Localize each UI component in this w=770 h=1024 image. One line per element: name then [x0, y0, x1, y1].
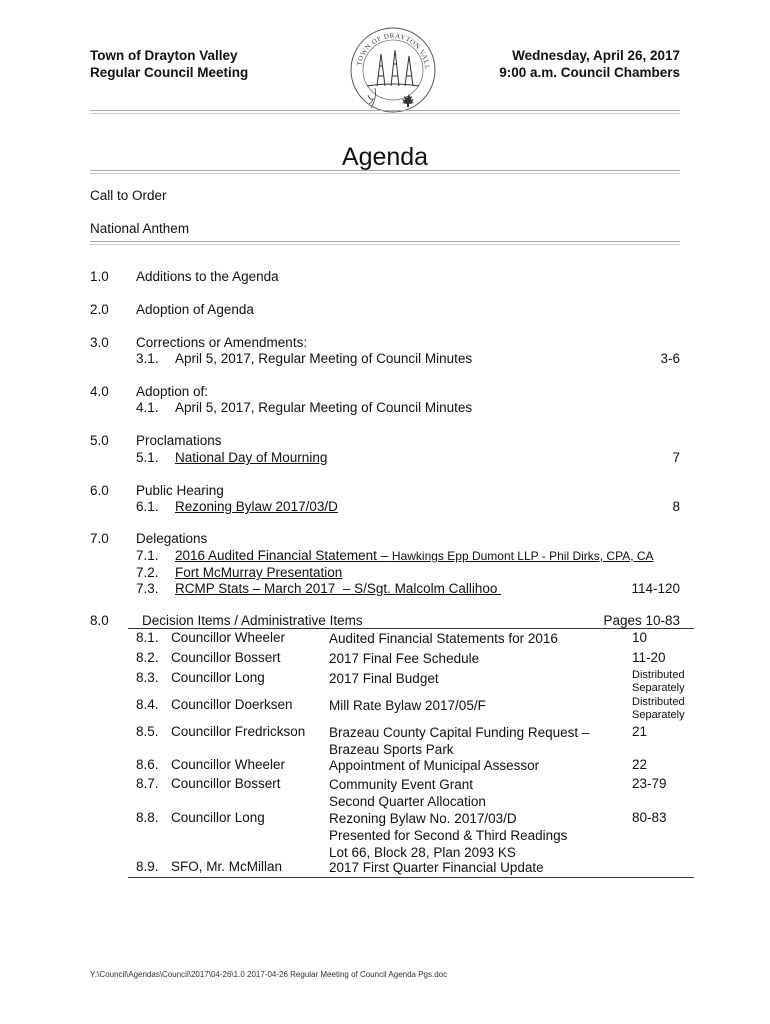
row-topic-line: Brazeau Sports Park: [329, 742, 454, 757]
item-number: 1.0: [90, 269, 109, 284]
row-number: 8.1.: [136, 630, 159, 645]
row-presenter: Councillor Bossert: [171, 650, 281, 665]
row-topic: Mill Rate Bylaw 2017/05/F: [329, 698, 486, 713]
row-number: 8.6.: [136, 757, 159, 772]
item-text: Adoption of:: [136, 384, 209, 399]
item-number: 7.0: [90, 531, 109, 546]
row-topic-line: Presented for Second & Third Readings: [329, 828, 568, 843]
page-ref: 3-6: [660, 351, 680, 366]
row-page: [632, 669, 685, 695]
row-topic: Audited Financial Statements for 2016: [329, 631, 558, 646]
row-page: 10: [632, 630, 648, 645]
sub-number: 7.3.: [136, 581, 159, 596]
file-path-footer: Y:\Council\Agendas\Council\2017\04-26\1.0 2017-04-26 Regular Meeting of Council Agenda Pgs.doc: [90, 970, 448, 979]
item-text: Delegations: [136, 531, 208, 546]
row-page: 23-79: [632, 776, 667, 791]
row-page: [632, 696, 685, 722]
sub-number: 6.1.: [136, 499, 159, 514]
row-page: 80-83: [632, 810, 667, 825]
meeting-type: Regular Council Meeting: [90, 65, 249, 80]
page-ref: 8: [672, 499, 680, 514]
sub-number: 7.1.: [136, 548, 159, 563]
row-topic: [329, 776, 486, 810]
fort-mcmurray-link[interactable]: Fort McMurray Presentation: [175, 565, 343, 580]
row-topic: 2017 Final Budget: [329, 671, 439, 686]
page-ref: Pages 10-83: [603, 613, 680, 628]
row-number: 8.8.: [136, 810, 159, 825]
call-to-order: Call to Order: [90, 188, 167, 203]
item-number: 3.0: [90, 335, 109, 350]
row-topic: Appointment of Municipal Assessor: [329, 758, 540, 773]
item-text: Decision Items / Administrative Items: [142, 613, 363, 628]
row-number: 8.9.: [136, 859, 159, 874]
row-presenter: Councillor Fredrickson: [171, 724, 306, 739]
town-name: Town of Drayton Valley: [90, 48, 238, 63]
row-number: 8.5.: [136, 724, 159, 739]
title-rule: [90, 170, 680, 174]
row-page-line: Distributed: [632, 669, 685, 681]
row-topic-line: Second Quarter Allocation: [329, 794, 486, 809]
row-page: 21: [632, 724, 648, 739]
row-presenter: Councillor Bossert: [171, 776, 281, 791]
row-page-line: Separately: [632, 682, 685, 694]
row-topic-line: Lot 66, Block 28, Plan 2093 KS: [329, 845, 516, 860]
svg-text:TOWN OF DRAYTON VALLEY: [347, 24, 431, 70]
item-text: Adoption of Agenda: [136, 302, 254, 317]
seal-text: TOWN OF DRAYTON VALL: [355, 31, 432, 71]
row-presenter: SFO, Mr. McMillan: [171, 859, 283, 874]
row-presenter: Councillor Long: [171, 810, 265, 825]
item-text: Public Hearing: [136, 483, 224, 498]
row-presenter: Councillor Wheeler: [171, 630, 286, 645]
national-anthem: National Anthem: [90, 221, 190, 236]
row-topic: [329, 810, 567, 861]
item-number: 4.0: [90, 384, 109, 399]
meeting-date: Wednesday, April 26, 2017: [512, 48, 680, 63]
header-right: [499, 47, 680, 81]
row-number: 8.4.: [136, 697, 159, 712]
row-number: 8.2.: [136, 650, 159, 665]
decision-table-bottom-rule: [128, 877, 694, 878]
row-number: 8.7.: [136, 776, 159, 791]
row-topic-line: Community Event Grant: [329, 777, 474, 792]
row-presenter: Councillor Long: [171, 670, 265, 685]
sub-text: April 5, 2017, Regular Meeting of Council Minutes: [175, 400, 473, 415]
national-day-of-mourning-link[interactable]: National Day of Mourning: [175, 450, 328, 465]
delegation-presenter: Hawkings Epp Dumont LLP - Phil Dirks, CPA, CA: [391, 549, 654, 563]
item-text: Additions to the Agenda: [136, 269, 279, 284]
page-ref: 7: [672, 450, 680, 465]
page-ref: 114-120: [631, 581, 680, 596]
item-text: Proclamations: [136, 433, 222, 448]
item-text: Corrections or Amendments:: [136, 335, 308, 350]
header-rule: [90, 110, 680, 114]
row-topic: 2017 First Quarter Financial Update: [329, 860, 544, 875]
opening-rule: [90, 241, 680, 245]
sub-number: 7.2.: [136, 565, 159, 580]
rcmp-stats-link[interactable]: RCMP Stats – March 2017 – S/Sgt. Malcolm Callihoo: [175, 581, 502, 596]
row-topic: 2017 Final Fee Schedule: [329, 651, 480, 666]
row-number: 8.3.: [136, 670, 159, 685]
rezoning-bylaw-link[interactable]: Rezoning Bylaw 2017/03/D: [175, 499, 338, 514]
item-number: 2.0: [90, 302, 109, 317]
sub-number: 4.1.: [136, 400, 159, 415]
item-number: 6.0: [90, 483, 109, 498]
audited-financial-statement-link[interactable]: [175, 548, 654, 563]
header-left: [90, 47, 248, 81]
row-page: 22: [632, 757, 648, 772]
delegation-title: 2016 Audited Financial Statement –: [175, 548, 392, 563]
row-page-line: Distributed: [632, 696, 685, 708]
row-presenter: Councillor Doerksen: [171, 697, 293, 712]
row-page-line: Separately: [632, 709, 685, 721]
sub-number: 3.1.: [136, 351, 159, 366]
page-title: Agenda: [341, 143, 429, 171]
item-number: 5.0: [90, 433, 109, 448]
row-topic-line: Brazeau County Capital Funding Request –: [329, 725, 590, 740]
meeting-time-place: 9:00 a.m. Council Chambers: [499, 65, 680, 80]
decision-table-top-rule: [128, 628, 694, 629]
sub-number: 5.1.: [136, 450, 159, 465]
row-topic-line: Rezoning Bylaw No. 2017/03/D: [329, 811, 517, 826]
item-number: 8.0: [90, 613, 109, 628]
row-page: 11-20: [632, 650, 666, 665]
row-topic: [329, 724, 589, 758]
row-presenter: Councillor Wheeler: [171, 757, 286, 772]
town-seal: [347, 24, 439, 116]
sub-text: April 5, 2017, Regular Meeting of Council Minutes: [175, 351, 473, 366]
seal-icon: [347, 24, 439, 116]
